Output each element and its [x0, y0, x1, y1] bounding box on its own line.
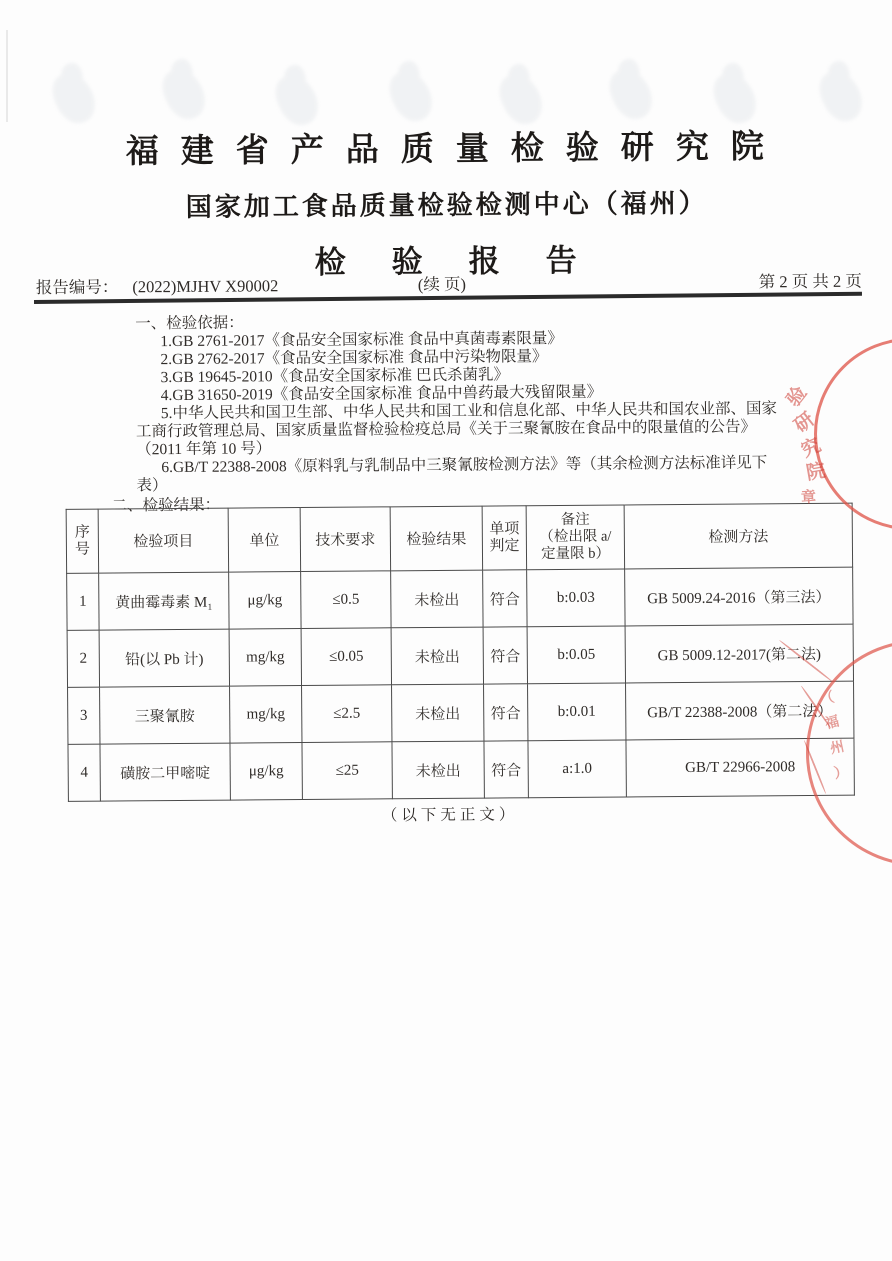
- no-more-text-note: （以下无正文）: [381, 806, 519, 825]
- cell-requirement: ≤25: [302, 742, 392, 800]
- cell-method: GB/T 22966-2008: [626, 738, 854, 797]
- col-header-item: 检验项目: [98, 508, 228, 573]
- cell-item: 三聚氰胺: [100, 686, 230, 744]
- cell-requirement: ≤0.5: [301, 571, 391, 629]
- report-header: [0, 119, 892, 284]
- results-table: [66, 503, 855, 802]
- cell-no: 3: [68, 687, 100, 744]
- col-header-method: 检测方法: [624, 503, 852, 569]
- cell-remark: a:1.0: [528, 740, 626, 798]
- col-header-no: 序 号: [66, 509, 99, 573]
- page-title-report: 检验报告: [314, 242, 623, 280]
- basis-line: 工商行政管理总局、国家质量监督检验检疫总局《关于三聚氰胺在食品中的限量值的公告》: [135, 418, 757, 441]
- cell-remark: b:0.01: [528, 683, 626, 741]
- report-no-label: 报告编号：: [35, 277, 119, 298]
- cell-no: 2: [67, 630, 99, 687]
- cell-unit: μg/kg: [230, 743, 302, 801]
- cell-result: 未检出: [391, 627, 483, 685]
- continuation-note: (续 页): [417, 274, 467, 295]
- basis-heading: 一、检验依据：: [135, 314, 244, 333]
- stamp-character: 州: [828, 739, 846, 758]
- cell-remark: b:0.03: [527, 569, 625, 627]
- cell-result: 未检出: [392, 741, 484, 799]
- stamp-character: 研: [790, 408, 819, 438]
- table-row: [68, 738, 854, 801]
- stamp-character: （: [818, 690, 836, 709]
- col-header-judgment: 单项 判定: [482, 506, 527, 570]
- cell-requirement: ≤2.5: [302, 685, 392, 743]
- cell-item: 铅(以 Pb 计): [99, 629, 229, 687]
- basis-line: （2011 年第 10 号）: [136, 440, 272, 459]
- inspection-basis-section: [0, 309, 892, 516]
- table-row: [68, 681, 854, 744]
- results-heading: 二、检验结果：: [111, 496, 221, 515]
- stamp-character: 院: [804, 460, 828, 485]
- stamp-character: 福: [823, 714, 841, 733]
- table-row: [67, 567, 853, 630]
- cell-judgment: 符合: [484, 684, 528, 741]
- table-header-row: [66, 503, 852, 573]
- cell-unit: mg/kg: [230, 686, 302, 744]
- page-title-center: 国家加工食品质量检验检测中心（福州）: [185, 188, 708, 222]
- cell-method: GB 5009.12-2017(第二法): [625, 624, 853, 683]
- table-row: [67, 624, 853, 687]
- stamp-character: 验: [782, 382, 812, 411]
- cell-judgment: 符合: [483, 627, 527, 684]
- basis-line: 3.GB 19645-2010《食品安全国家标准 巴氏杀菌乳》: [160, 366, 509, 387]
- cell-result: 未检出: [392, 684, 484, 742]
- basis-line: 4.GB 31650-2019《食品安全国家标准 食品中兽药最大残留限量》: [160, 383, 603, 405]
- col-header-result: 检验结果: [390, 506, 482, 571]
- cell-no: 1: [67, 573, 99, 630]
- basis-line: 表）: [136, 477, 168, 495]
- cell-judgment: 符合: [484, 741, 528, 798]
- cell-item: 黄曲霉毒素 M₁: [99, 572, 229, 630]
- cell-unit: μg/kg: [229, 572, 301, 630]
- col-header-unit: 单位: [228, 508, 301, 573]
- cell-judgment: 符合: [483, 570, 527, 627]
- basis-line: 5.中华人民共和国卫生部、中华人民共和国工业和信息化部、中华人民共和国农业部、国家: [160, 400, 778, 423]
- page-title-institute: 福建省产品质量检验研究院: [125, 129, 786, 171]
- report-no-value: (2022)MJHV X90002: [132, 276, 279, 297]
- cell-method: GB/T 22388-2008（第二法）: [626, 681, 854, 740]
- basis-line: 2.GB 2762-2017《食品安全国家标准 食品中污染物限量》: [160, 348, 548, 369]
- basis-line: 1.GB 2761-2017《食品安全国家标准 食品中真菌毒素限量》: [160, 329, 563, 351]
- cell-result: 未检出: [391, 570, 483, 628]
- cell-requirement: ≤0.05: [301, 628, 391, 686]
- basis-line: 6.GB/T 22388-2008《原料乳与乳制品中三聚氰胺检测方法》等（其余检测方法标准详见下: [161, 454, 768, 477]
- cell-unit: mg/kg: [229, 629, 301, 687]
- cell-remark: b:0.05: [527, 626, 625, 684]
- stamp-character: ）: [833, 764, 850, 783]
- stamp-character: 究: [798, 434, 825, 462]
- col-header-requirement: 技术要求: [300, 507, 390, 572]
- cell-method: GB 5009.24-2016（第三法）: [625, 567, 853, 626]
- cell-no: 4: [68, 744, 100, 801]
- col-header-remark: 备注 （检出限 a/ 定量限 b）: [526, 505, 624, 570]
- stamp-character: 章: [800, 489, 817, 507]
- page-indicator: 第 2 页 共 2 页: [758, 271, 862, 292]
- cell-item: 磺胺二甲嘧啶: [100, 743, 230, 801]
